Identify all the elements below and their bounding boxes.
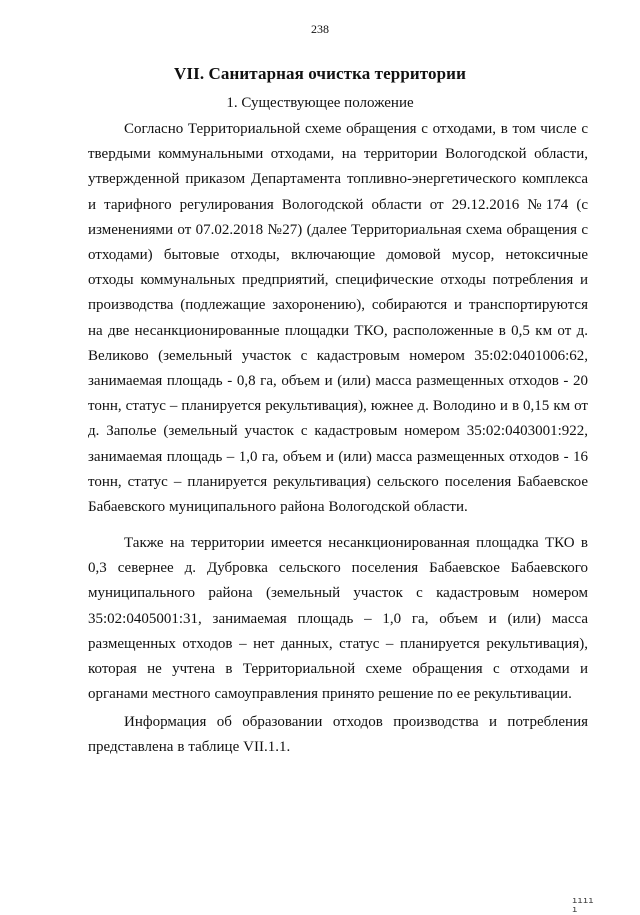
section-heading: 1. Существующее положение bbox=[226, 95, 414, 111]
footer-mark: ıııı ı bbox=[572, 896, 594, 915]
paragraph-1: Согласно Территориальной схеме обращения с отходами, в том числе с твердыми коммунальными отходами, на территории Вологодской области, утвержденной приказом Департамента топливно-энергетического комплекса и тарифного регулирования Вологодской области от 29.12.2016 №174 (с изменениями от 07.02.2018 №27) (далее Территориальная схема обращения с отходами) бытовые отходы, включающие домовой мусор, нетоксичные отходы коммунальных предприятий, специфические отходы потребления и производства (подлежащие захоронению), собираются и транспортируются на две несанкционированные площадки ТКО, расположенные в 0,5 км от д. Великово (земельный участок с кадастровым номером 35:02:0401006:62, занимаемая площадь - 0,8 га, объем и (или) масса размещенных отходов - 20 тонн, статус – планируется рекультивация), южнее д. Володино и в 0,15 км от д. Запольe (земельный участок с кадастровым номером 35:02:0403001:922, занимаемая площадь – 1,0 га, объем и (или) масса размещенных отходов - 16 тонн, статус – планируется рекультивация) сельского поселения Бабаевское Бабаевского муниципального района Вологодской области. bbox=[88, 121, 588, 516]
paragraph-2: Также на территории имеется несанкционированная площадка ТКО в 0,3 севернее д. Дубровка сельского поселения Бабаевское Бабаевского муниципального района (земельный участок с кадастровым номером 35:02:0405001:31, занимаемая площадь – 1,0 га, объем и (или) масса размещенных отходов – нет данных, статус – планируется рекультивация), которая не учтена в Территориальной схеме обращения с отходами и органами местного самоуправления принято решение по ее рекультивации. bbox=[88, 535, 588, 703]
page-number: 238 bbox=[311, 22, 329, 36]
paragraph-3: Информация об образовании отходов производства и потребления представлена в таблице VII.1.1. bbox=[88, 714, 588, 756]
chapter-title: VII. Санитарная очистка территории bbox=[174, 64, 466, 83]
